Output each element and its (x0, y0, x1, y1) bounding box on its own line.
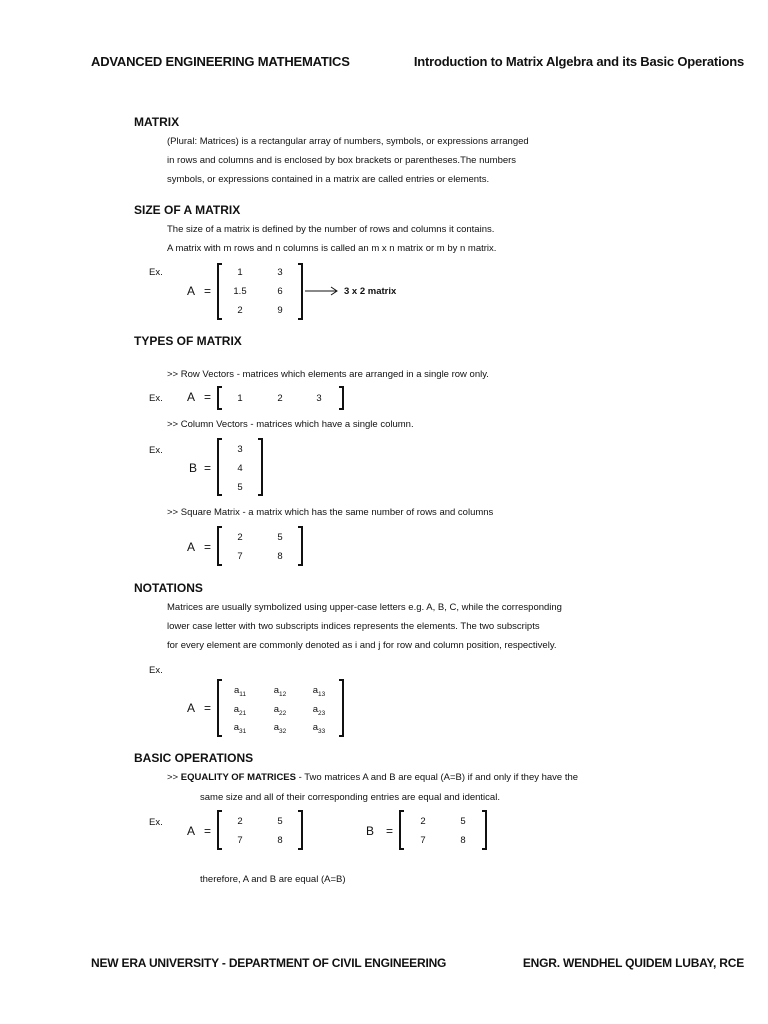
notations-line: lower case letter with two subscripts indices represents the elements. The two subscripts (167, 621, 540, 632)
matrix-name: B (189, 461, 198, 475)
matrix-entry: 3 (237, 444, 243, 455)
matrix-entry: 8 (277, 551, 283, 562)
row-vector-desc: >> Row Vectors - matrices which elements are arranged in a single row only. (167, 369, 489, 380)
header-course-title: ADVANCED ENGINEERING MATHEMATICS (91, 54, 350, 69)
right-bracket (298, 526, 303, 566)
matrix-entry: 7 (237, 551, 243, 562)
matrix-entry-a22: $a_{22}$ (273, 704, 287, 717)
size-line: A matrix with m rows and n columns is called an m x n matrix or m by n matrix. (167, 243, 497, 254)
left-bracket (217, 438, 222, 496)
matrix-entry: 2 (237, 532, 243, 543)
footer-author: ENGR. WENDHEL QUIDEM LUBAY, RCE (522, 956, 744, 970)
example-label: Ex. (149, 267, 163, 278)
matrix-entry: 2 (420, 816, 426, 827)
notations-line: for every element are commonly denoted as i and j for row and column position, respectively. (167, 640, 557, 651)
example-label: Ex. (149, 445, 163, 456)
matrix-entry-a23: $a_{23}$ (312, 704, 326, 717)
right-bracket (339, 679, 344, 737)
matrix-entry: 2 (237, 305, 243, 316)
right-bracket (298, 263, 303, 320)
equals-sign: = (204, 701, 212, 715)
left-bracket (217, 386, 222, 410)
matrix-entry-a33: $a_{33}$ (312, 722, 326, 735)
matrix-entry: 4 (237, 463, 243, 474)
matrix-b-name: B (366, 824, 375, 838)
matrix-entry-a11: $a_{11}$ (233, 685, 247, 698)
matrix-entry: 9 (277, 305, 283, 316)
matrix-entry-a31: $a_{31}$ (233, 722, 247, 735)
matrix-line: symbols, or expressions contained in a matrix are called entries or elements. (167, 174, 490, 185)
right-bracket (339, 386, 344, 410)
right-bracket (258, 438, 263, 496)
matrix-name: A (187, 284, 196, 298)
left-bracket (217, 679, 222, 737)
matrix-entry: 3 (316, 393, 322, 404)
matrix-line: in rows and columns and is enclosed by box brackets or parentheses.The numbers (167, 155, 517, 166)
size-heading: SIZE OF A MATRIX (134, 203, 241, 217)
matrix-entry-a21: $a_{21}$ (233, 704, 247, 717)
square-matrix-desc: >> Square Matrix - a matrix which has the same number of rows and columns (167, 507, 494, 518)
column-vector-desc: >> Column Vectors - matrices which have a single column. (167, 419, 414, 430)
left-bracket (217, 263, 222, 320)
matrix-name: A (187, 390, 196, 404)
matrix-entry: 1.5 (233, 286, 247, 297)
matrix-entry: 5 (237, 482, 243, 493)
basic-operations-heading: BASIC OPERATIONS (134, 751, 254, 765)
matrix-entry: 7 (420, 835, 426, 846)
matrix-entry: 2 (237, 816, 243, 827)
example-label: Ex. (149, 393, 163, 404)
left-bracket (217, 526, 222, 566)
matrix-entry: 8 (277, 835, 283, 846)
matrix-entry: 2 (277, 393, 283, 404)
equals-sign: = (204, 390, 212, 404)
notations-heading: NOTATIONS (134, 581, 203, 595)
matrix-entry: 5 (277, 532, 283, 543)
right-bracket (482, 810, 487, 850)
notations-line: Matrices are usually symbolized using upper-case letters e.g. A, B, C, while the corresponding (167, 602, 562, 613)
header-topic-title: Introduction to Matrix Algebra and its Basic Operations (413, 54, 744, 69)
equality-definition: >> EQUALITY OF MATRICES - Two matrices A and B are equal (A=B) if and only if they have the (167, 772, 579, 783)
matrix-a-name: A (187, 824, 196, 838)
matrix-entry: 6 (277, 286, 283, 297)
matrix-entry: 8 (460, 835, 466, 846)
matrix-entry: 7 (237, 835, 243, 846)
equals-sign: = (204, 824, 212, 838)
example-label: Ex. (149, 817, 163, 828)
matrix-line: (Plural: Matrices) is a rectangular array of numbers, symbols, or expressions arranged (167, 136, 529, 147)
equals-sign: = (204, 284, 212, 298)
equality-term: EQUALITY OF MATRICES (180, 772, 296, 783)
matrix-entry-a32: $a_{32}$ (273, 722, 287, 735)
types-heading: TYPES OF MATRIX (134, 334, 242, 348)
matrix-entry: 5 (277, 816, 283, 827)
left-bracket (217, 810, 222, 850)
size-line: The size of a matrix is defined by the number of rows and columns it contains. (167, 224, 495, 235)
equality-definition-line2: same size and all of their corresponding entries are equal and identical. (200, 792, 500, 803)
matrix-entry: 1 (237, 267, 243, 278)
equality-conclusion: therefore, A and B are equal (A=B) (200, 874, 346, 885)
size-result-label: 3 x 2 matrix (344, 286, 397, 297)
matrix-entry: 1 (237, 393, 243, 404)
equals-sign: = (204, 540, 212, 554)
matrix-name: A (187, 701, 196, 715)
matrix-entry: 3 (277, 267, 283, 278)
matrix-name: A (187, 540, 196, 554)
example-label: Ex. (149, 665, 163, 676)
footer-institution: NEW ERA UNIVERSITY - DEPARTMENT OF CIVIL ENGINEERING (91, 956, 447, 970)
matrix-entry-a13: $a_{13}$ (312, 685, 326, 698)
right-bracket (298, 810, 303, 850)
matrix-heading: MATRIX (134, 115, 180, 129)
matrix-entry-a12: $a_{12}$ (273, 685, 287, 698)
equals-sign: = (204, 461, 212, 475)
matrix-entry: 5 (460, 816, 466, 827)
arrow-icon (305, 286, 339, 296)
equals-sign: = (386, 824, 394, 838)
left-bracket (399, 810, 404, 850)
